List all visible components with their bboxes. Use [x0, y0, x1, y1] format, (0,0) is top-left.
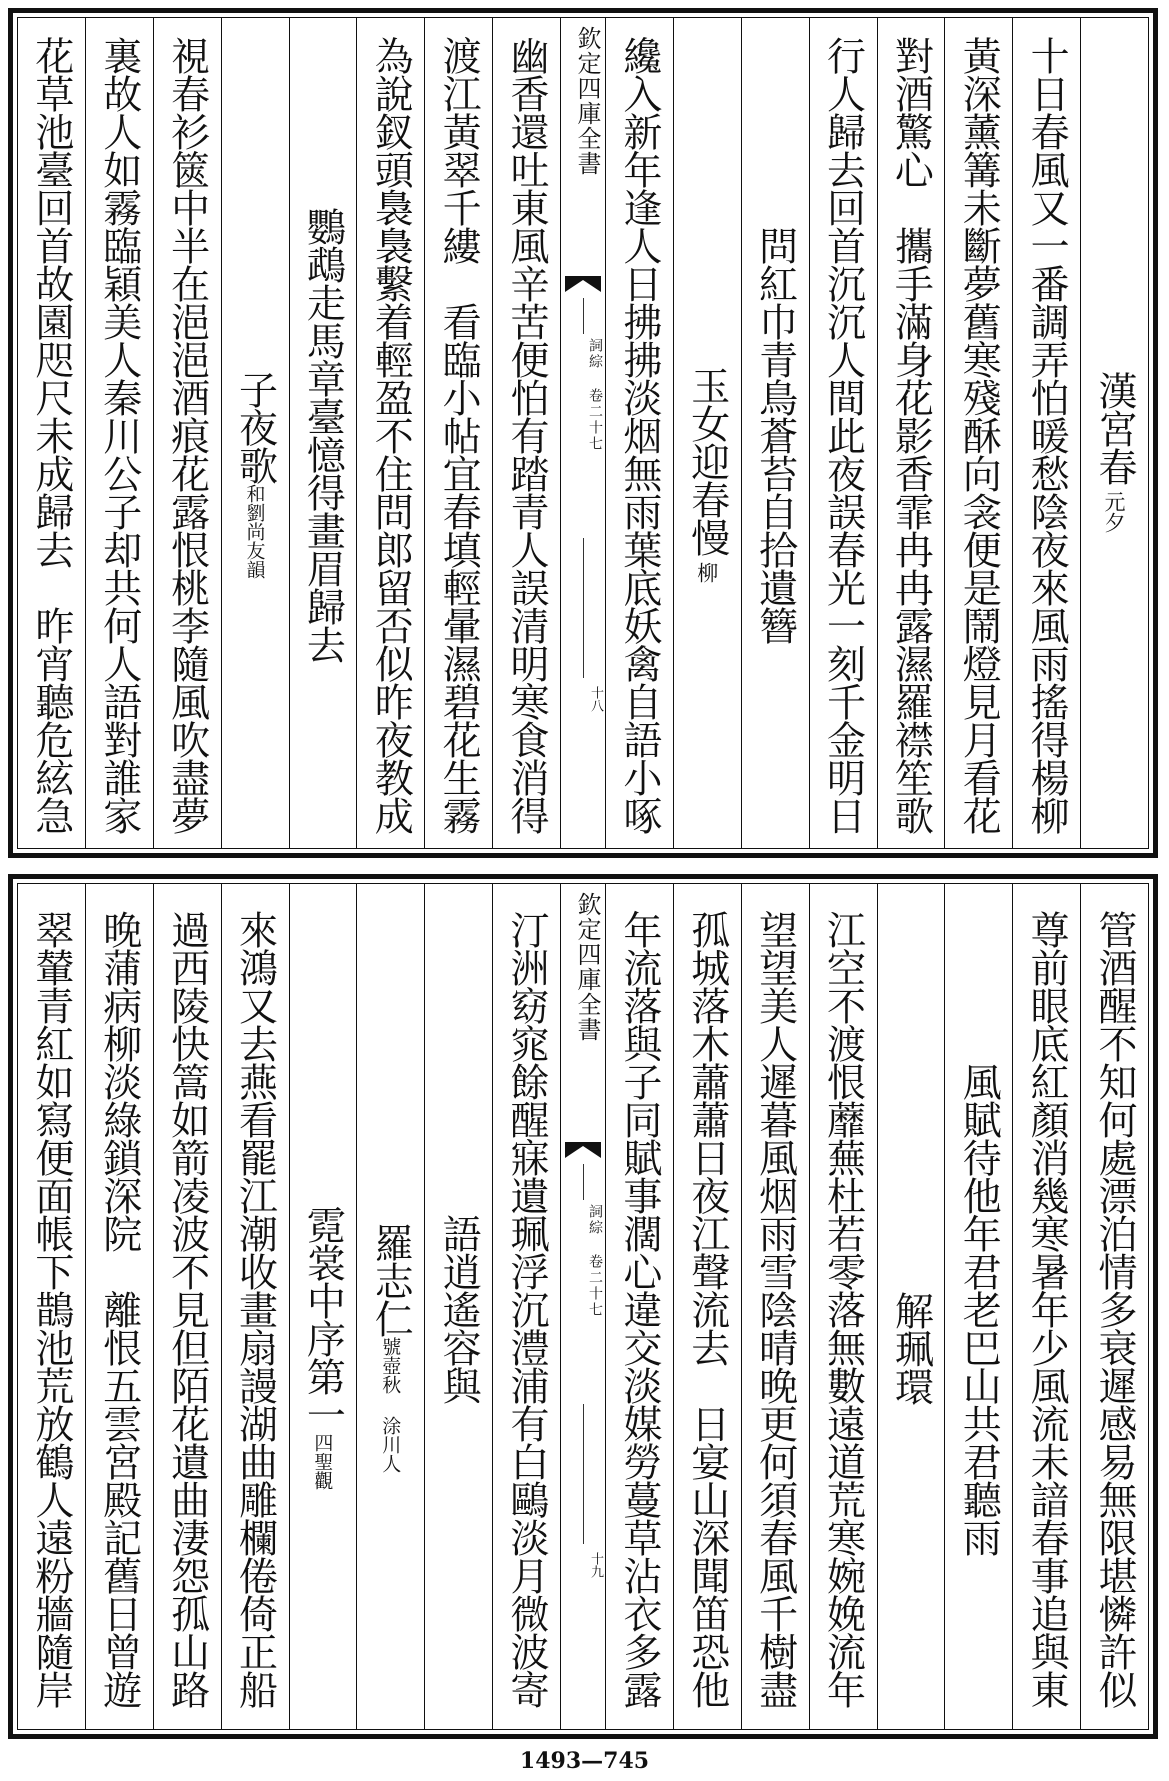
column-text: 漢宮春 — [1092, 371, 1137, 485]
column-text: 為說釵頭裊裊繫着輕盈不住問郎留否似昨夜教成 — [368, 36, 414, 834]
column-text: 江空不渡恨蘼蕪杜若零落無數遠道荒寒婉娩流年 — [820, 909, 866, 1708]
column-text: 玉女迎春慢 — [684, 365, 730, 556]
text-column — [673, 18, 741, 848]
text-column — [605, 884, 673, 1729]
column-text: 行人歸去回首沉沉人間此夜誤春光一刻千金明日 — [820, 36, 866, 834]
column-note: 元夕 — [1102, 491, 1126, 533]
fold-rule — [583, 538, 584, 678]
page-number: 十八 — [588, 686, 603, 712]
text-column — [944, 884, 1012, 1729]
column-text: 語逍遙容與 — [436, 1213, 482, 1404]
text-column — [221, 884, 289, 1729]
column-text: 鸚鵡走馬章臺憶得畫眉歸去 — [300, 207, 346, 663]
text-column — [289, 18, 357, 848]
column-text: 望望美人遲暮風烟雨雪陰晴晚更何須春風千樹盡 — [752, 909, 798, 1708]
column-note: 號壺秋 涂川人 — [379, 1336, 402, 1473]
text-column — [85, 884, 153, 1729]
column-text: 對酒驚心 攜手滿身花影香霏冉冉露濕羅襟笙歌 — [888, 36, 934, 834]
column-text: 花草池臺回首故園咫尺未成歸去 昨宵聽危絃急 — [28, 36, 74, 834]
text-column — [1012, 18, 1080, 848]
column-text: 十日春風又一番調弄怕暖愁陰夜來風雨搖得楊柳 — [1024, 36, 1070, 834]
text-column — [944, 18, 1012, 848]
column-note: 四聖觀 — [311, 1433, 334, 1490]
text-column — [356, 18, 424, 848]
center-fold — [560, 18, 605, 848]
text-column — [877, 18, 945, 848]
fold-rule — [583, 1404, 584, 1544]
text-column — [1012, 884, 1080, 1729]
header-title: 欽定四庫全書 — [573, 892, 601, 1042]
page-top — [8, 8, 1158, 858]
text-column — [85, 18, 153, 848]
column-text: 孤城落木蕭蕭日夜江聲流去 日宴山深聞笛恐他 — [684, 909, 730, 1708]
column-note: 和劉尚友韻 — [243, 483, 266, 579]
column-text: 黃深薰篝未斷夢舊寒殘酥向衾便是鬧燈見月看花 — [956, 36, 1002, 834]
text-column — [424, 18, 492, 848]
text-column — [18, 18, 85, 848]
volume-mark: 詞綜 卷二十七 — [587, 1204, 603, 1318]
text-column — [1080, 18, 1148, 848]
column-text: 過西陵快篙如箭凌波不見但陌花遺曲淒怨孤山路 — [164, 909, 210, 1708]
text-column — [289, 884, 357, 1729]
column-text: 纔入新年逢人日拂拂淡烟無雨葉底妖禽自語小啄 — [616, 36, 662, 834]
text-column — [741, 18, 809, 848]
page-bottom — [8, 874, 1158, 1739]
center-fold — [560, 884, 605, 1729]
column-text: 裏故人如霧臨穎美人秦川公子却共何人語對誰家 — [96, 36, 142, 834]
page-number: 十九 — [588, 1552, 603, 1578]
column-text: 管酒醒不知何處漂泊情多衰遲感易無限堪憐許似 — [1092, 909, 1137, 1708]
text-column — [1080, 884, 1148, 1729]
text-column — [424, 884, 492, 1729]
column-text: 晚蒲病柳淡綠鎖深院 離恨五雲宮殿記舊日曾遊 — [96, 909, 142, 1708]
text-column — [492, 18, 560, 848]
text-column — [153, 884, 221, 1729]
column-text: 問紅巾青鳥蒼苔自拾遺簪 — [752, 226, 798, 644]
column-note: 柳 — [694, 561, 719, 583]
text-column — [741, 884, 809, 1729]
fold-rule — [583, 1164, 584, 1200]
column-text: 年流落與子同賦事濶心違交淡媒勞蔓草沾衣多露 — [616, 909, 662, 1708]
column-text: 汀洲窈窕餘醒寐遺珮浮沉澧浦有白鷗淡月微波寄 — [504, 909, 549, 1708]
column-text: 渡江黃翠千縷 看臨小帖宜春填輕暈濕碧花生霧 — [436, 36, 482, 834]
volume-mark: 詞綜 卷二十七 — [587, 338, 603, 452]
fish-tail-mark — [565, 1142, 601, 1158]
column-text: 翠輦青紅如寫便面帳下鵲池荒放鶴人遠粉牆隨岸 — [28, 909, 74, 1708]
text-column — [492, 884, 560, 1729]
page-top-frame — [17, 17, 1149, 849]
text-column — [673, 884, 741, 1729]
text-column — [18, 884, 85, 1729]
column-text: 來鴻又去燕看罷江潮收畫扇謾湖曲雕欄倦倚正船 — [232, 909, 278, 1708]
column-text: 幽香還吐東風辛苦便怕有踏青人誤清明寒食消得 — [504, 36, 549, 834]
header-title: 欽定四庫全書 — [573, 26, 601, 176]
column-text: 羅志仁 — [368, 1222, 414, 1337]
text-column — [809, 884, 877, 1729]
text-column — [221, 18, 289, 848]
fish-tail-mark — [565, 276, 601, 292]
column-text: 視春衫篋中半在浥浥酒痕花露恨桃李隨風吹盡夢 — [164, 36, 210, 834]
text-column — [877, 884, 945, 1729]
column-text: 子夜歌 — [232, 369, 278, 484]
page-bottom-frame — [17, 883, 1149, 1730]
text-column — [605, 18, 673, 848]
fold-rule — [583, 298, 584, 334]
footer-page-code: 1493—745 — [519, 1748, 650, 1774]
text-column — [809, 18, 877, 848]
column-text: 尊前眼底紅顏消幾寒暑年少風流未諳春事追與東 — [1024, 909, 1070, 1708]
column-text: 風賦待他年君老巴山共君聽雨 — [956, 1061, 1002, 1556]
column-text: 解珮環 — [888, 1290, 934, 1405]
text-column — [356, 884, 424, 1729]
column-text: 霓裳中序第一 — [300, 1205, 346, 1433]
text-column — [153, 18, 221, 848]
